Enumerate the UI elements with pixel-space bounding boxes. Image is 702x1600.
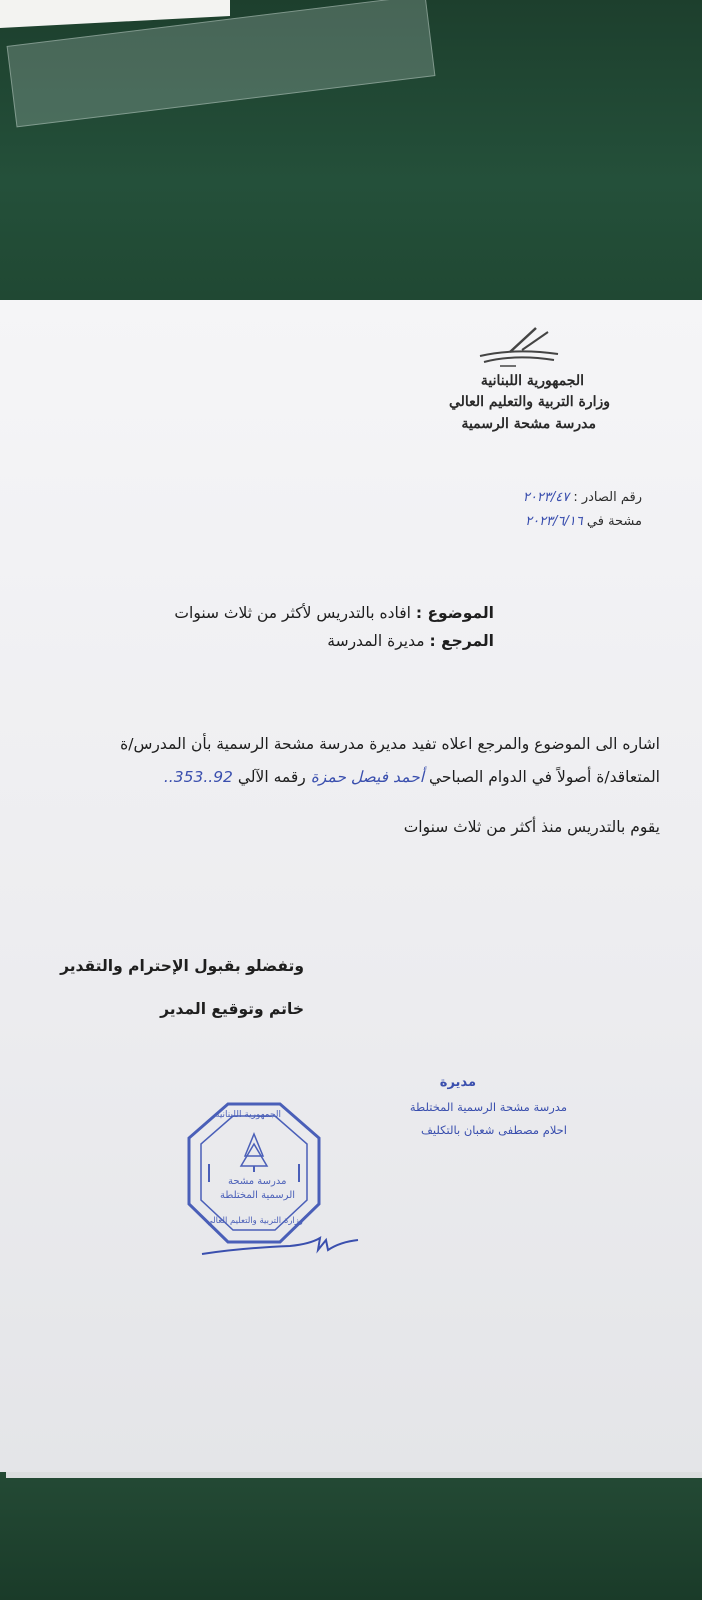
reference-text: مديرة المدرسة [327, 632, 425, 650]
handwritten-signature [200, 1230, 360, 1260]
letterhead-republic: الجمهورية اللبنانية [480, 373, 584, 389]
reference-label: المرجع : [429, 632, 494, 650]
issue-date-value: ٢٠٢٣/٦/١٦ [525, 514, 583, 529]
outgoing-number [523, 490, 642, 505]
teacher-number: 92..353.. [163, 768, 233, 786]
stamp-center-line-2: الرسمية المختلطة [220, 1190, 296, 1201]
closing-stamp-signature: خاتم وتوقيع المدير [160, 1000, 304, 1018]
teacher-name: أحمد فيصل حمزة [310, 768, 425, 786]
subject-line [174, 604, 494, 622]
reference-line [327, 632, 494, 650]
stamp-bottom-text: وزارة التربية والتعليم العالي [206, 1216, 304, 1226]
body-line-2 [164, 768, 660, 786]
ministry-logo-icon [470, 322, 565, 372]
outgoing-number-label: رقم الصادر : [573, 490, 642, 505]
director-title: مديرة [439, 1075, 476, 1090]
outgoing-number-value: ٢٠٢٣/٤٧ [522, 490, 570, 505]
body-line-3: يقوم بالتدريس منذ أكثر من ثلاث سنوات [403, 818, 660, 836]
body-line-1: اشاره الى الموضوع والمرجع اعلاه تفيد مديرة مدرسة مشحة الرسمية بأن المدرس/ة [120, 735, 660, 753]
desk-background-bottom [0, 1470, 702, 1600]
subject-label: الموضوع : [415, 604, 494, 622]
issue-date-label: مشحة في [586, 514, 642, 529]
document-page [0, 300, 702, 1472]
subject-text: افاده بالتدريس لأكثر من ثلاث سنوات [174, 604, 411, 622]
issue-date [525, 514, 642, 529]
letterhead-ministry: وزارة التربية والتعليم العالي [448, 394, 610, 410]
director-name: احلام مصطفى شعبان بالتكليف [420, 1123, 567, 1137]
stamp-top-text: الجمهورية اللبنانية [215, 1110, 282, 1120]
director-school: مدرسة مشحة الرسمية المختلطة [409, 1100, 567, 1114]
stamp-center-line-1: مدرسة مشحة [228, 1176, 287, 1187]
body-line-2-prefix: المتعاقد/ة أصولاً في الدوام الصباحي [428, 768, 660, 786]
closing-regards: وتفضلو بقبول الإحترام والتقدير [60, 957, 304, 975]
letterhead-school: مدرسة مشحة الرسمية [461, 416, 596, 432]
body-line-2-mid: رقمه الآلي [237, 768, 306, 786]
